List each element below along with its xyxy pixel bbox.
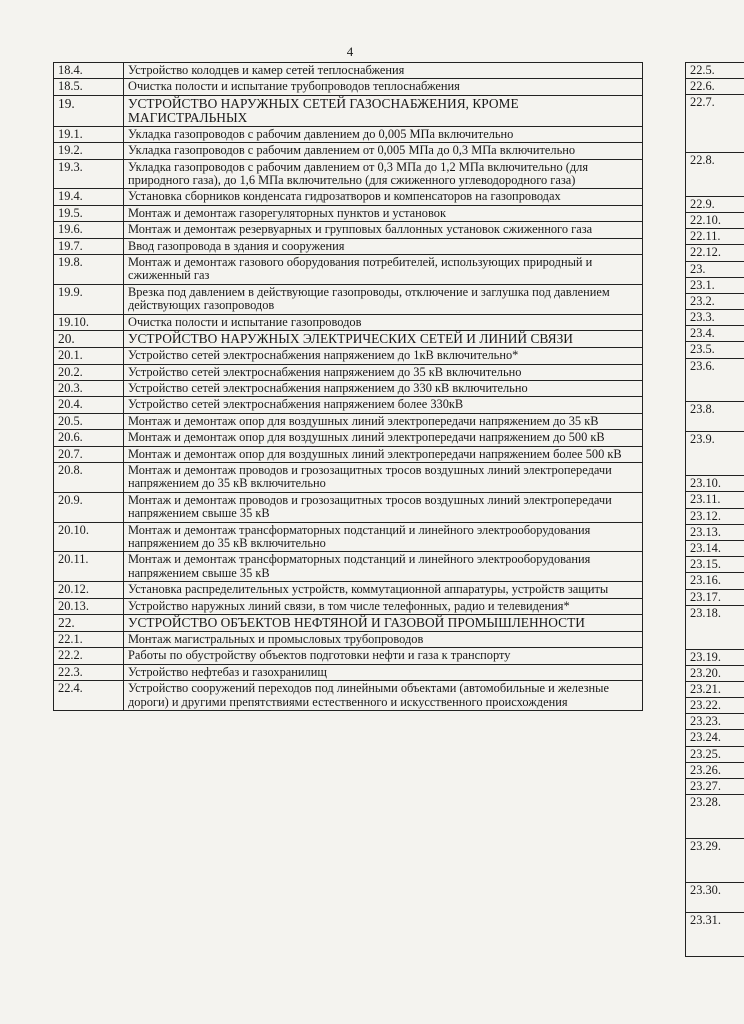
side-row-number: 23.31. — [686, 912, 744, 956]
table-row — [54, 492, 643, 522]
row-number: 19.9. — [54, 284, 124, 314]
work-description: Монтаж и демонтаж трансформаторных подстанций и линейного электрооборудования напряжением свыше 35 кВ — [124, 552, 643, 582]
work-description: Укладка газопроводов с рабочим давлением до 0,005 МПа включительно — [124, 126, 643, 142]
table-row — [54, 552, 643, 582]
work-description: Монтаж и демонтаж газорегуляторных пунктов и установок — [124, 205, 643, 221]
side-table-row — [686, 779, 744, 795]
side-row-number: 23.15. — [686, 557, 744, 573]
side-table-row — [686, 730, 744, 746]
side-table-row — [686, 524, 744, 540]
work-description: Устройство сетей электроснабжения напряжением до 1кВ включительно* — [124, 348, 643, 364]
table-row — [54, 143, 643, 159]
row-number: 20. — [54, 331, 124, 348]
side-row-number: 23.9. — [686, 432, 744, 476]
side-table-row — [686, 795, 744, 839]
side-row-number: 23.19. — [686, 649, 744, 665]
side-table-row — [686, 63, 744, 79]
side-table-row — [686, 681, 744, 697]
table-row — [54, 664, 643, 680]
work-description: Укладка газопроводов с рабочим давлением от 0,005 МПа до 0,3 МПа включительно — [124, 143, 643, 159]
side-row-number: 23.4. — [686, 326, 744, 342]
adjacent-page-table-body — [686, 63, 744, 957]
row-number: 19.7. — [54, 238, 124, 254]
work-description: Ввод газопровода в здания и сооружения — [124, 238, 643, 254]
row-number: 19.10. — [54, 314, 124, 330]
row-number: 22.4. — [54, 681, 124, 711]
side-row-number: 22.10. — [686, 212, 744, 228]
table-row — [54, 348, 643, 364]
work-description: Врезка под давлением в действующие газопроводы, отключение и заглушка под давлением действующих газопроводов — [124, 284, 643, 314]
side-row-number: 23.23. — [686, 714, 744, 730]
side-table-row — [686, 714, 744, 730]
work-description: Монтаж и демонтаж трансформаторных подстанций и линейного электрооборудования напряжением до 35 кВ включительно — [124, 522, 643, 552]
row-number: 19.6. — [54, 222, 124, 238]
side-table-row — [686, 342, 744, 358]
work-description: Устройство сетей электроснабжения напряжением более 330кВ — [124, 397, 643, 413]
side-row-number: 23.14. — [686, 540, 744, 556]
table-row — [54, 380, 643, 396]
work-description: Монтаж и демонтаж газового оборудования потребителей, использующих природный и сжиженный газ — [124, 255, 643, 285]
row-number: 22.3. — [54, 664, 124, 680]
side-table-row — [686, 326, 744, 342]
side-row-number: 23.30. — [686, 882, 744, 912]
side-table-row — [686, 432, 744, 476]
side-table-row — [686, 882, 744, 912]
row-number: 20.2. — [54, 364, 124, 380]
side-table-row — [686, 277, 744, 293]
side-row-number: 23.6. — [686, 358, 744, 402]
side-row-number: 22.6. — [686, 79, 744, 95]
table-row — [54, 222, 643, 238]
section-title: УСТРОЙСТВО ОБЪЕКТОВ НЕФТЯНОЙ И ГАЗОВОЙ ПРОМЫШЛЕННОСТИ — [124, 615, 643, 632]
side-row-number: 23.27. — [686, 779, 744, 795]
side-table-row — [686, 261, 744, 277]
row-number: 20.7. — [54, 446, 124, 462]
row-number: 20.3. — [54, 380, 124, 396]
work-description: Укладка газопроводов с рабочим давлением от 0,3 МПа до 1,2 МПа включительно (для природного газа), до 1,6 МПа включительно (для сжиженного углеводородного газа) — [124, 159, 643, 189]
side-table-row — [686, 589, 744, 605]
row-number: 19.5. — [54, 205, 124, 221]
page-number: 4 — [346, 44, 354, 59]
side-table-row — [686, 152, 744, 196]
side-table-row — [686, 573, 744, 589]
side-table-row — [686, 212, 744, 228]
row-number: 20.8. — [54, 462, 124, 492]
side-row-number: 22.9. — [686, 196, 744, 212]
table-row — [54, 314, 643, 330]
side-row-number: 23.22. — [686, 698, 744, 714]
side-row-number: 23.10. — [686, 476, 744, 492]
table-row — [54, 413, 643, 429]
side-table-row — [686, 229, 744, 245]
side-table-row — [686, 912, 744, 956]
row-number: 20.5. — [54, 413, 124, 429]
side-row-number: 23.18. — [686, 605, 744, 649]
side-table-row — [686, 79, 744, 95]
row-number: 19. — [54, 95, 124, 126]
work-description: Монтаж и демонтаж проводов и грозозащитных тросов воздушных линий электропередачи напряжением свыше 35 кВ — [124, 492, 643, 522]
works-table-body — [54, 63, 643, 711]
row-number: 20.9. — [54, 492, 124, 522]
side-row-number: 23.26. — [686, 762, 744, 778]
row-number: 22. — [54, 615, 124, 632]
table-row — [54, 238, 643, 254]
side-table-row — [686, 746, 744, 762]
table-row — [54, 79, 643, 95]
side-row-number: 23. — [686, 261, 744, 277]
side-row-number: 23.3. — [686, 310, 744, 326]
side-row-number: 23.20. — [686, 665, 744, 681]
table-row — [54, 446, 643, 462]
side-table-row — [686, 557, 744, 573]
side-row-number: 23.8. — [686, 402, 744, 432]
section-row — [54, 95, 643, 126]
work-description: Устройство нефтебаз и газохранилищ — [124, 664, 643, 680]
table-row — [54, 582, 643, 598]
side-row-number: 23.1. — [686, 277, 744, 293]
row-number: 19.1. — [54, 126, 124, 142]
side-row-number: 23.21. — [686, 681, 744, 697]
work-description: Монтаж и демонтаж опор для воздушных линий электропередачи напряжением более 500 кВ — [124, 446, 643, 462]
side-table-row — [686, 293, 744, 309]
work-description: Очистка полости и испытание трубопроводов теплоснабжения — [124, 79, 643, 95]
side-table-row — [686, 540, 744, 556]
side-row-number: 22.11. — [686, 229, 744, 245]
row-number: 20.6. — [54, 430, 124, 446]
side-table-row — [686, 605, 744, 649]
side-table-row — [686, 492, 744, 508]
side-table-row — [686, 649, 744, 665]
row-number: 22.2. — [54, 648, 124, 664]
side-row-number: 23.5. — [686, 342, 744, 358]
side-row-number: 22.5. — [686, 63, 744, 79]
table-row — [54, 255, 643, 285]
work-description: Устройство сооружений переходов под линейными объектами (автомобильные и железные дороги) и другими препятствиями естественного и искусственного происхождения — [124, 681, 643, 711]
side-table-row — [686, 196, 744, 212]
row-number: 18.4. — [54, 63, 124, 79]
section-row — [54, 331, 643, 348]
side-row-number: 23.13. — [686, 524, 744, 540]
side-row-number: 23.16. — [686, 573, 744, 589]
work-description: Установка распределительных устройств, коммутационной аппаратуры, устройств защиты — [124, 582, 643, 598]
side-table-row — [686, 762, 744, 778]
side-table-row — [686, 310, 744, 326]
adjacent-page-table — [685, 62, 744, 957]
table-row — [54, 522, 643, 552]
table-row — [54, 205, 643, 221]
side-table-row — [686, 508, 744, 524]
work-description: Монтаж и демонтаж опор для воздушных линий электропередачи напряжением до 500 кВ — [124, 430, 643, 446]
section-title: УСТРОЙСТВО НАРУЖНЫХ ЭЛЕКТРИЧЕСКИХ СЕТЕЙ И ЛИНИЙ СВЯЗИ — [124, 331, 643, 348]
side-table-row — [686, 665, 744, 681]
row-number: 19.2. — [54, 143, 124, 159]
work-description: Работы по обустройству объектов подготовки нефти и газа к транспорту — [124, 648, 643, 664]
table-row — [54, 648, 643, 664]
table-row — [54, 632, 643, 648]
row-number: 20.10. — [54, 522, 124, 552]
row-number: 20.12. — [54, 582, 124, 598]
side-row-number: 23.2. — [686, 293, 744, 309]
work-description: Устройство сетей электроснабжения напряжением до 35 кВ включительно — [124, 364, 643, 380]
row-number: 22.1. — [54, 632, 124, 648]
side-row-number: 22.8. — [686, 152, 744, 196]
work-description: Монтаж и демонтаж резервуарных и групповых баллонных установок сжиженного газа — [124, 222, 643, 238]
work-description: Устройство сетей электроснабжения напряжением до 330 кВ включительно — [124, 380, 643, 396]
works-table — [53, 62, 643, 711]
side-row-number: 23.29. — [686, 839, 744, 883]
side-table-row — [686, 358, 744, 402]
row-number: 19.8. — [54, 255, 124, 285]
row-number: 19.3. — [54, 159, 124, 189]
work-description: Устройство колодцев и камер сетей теплоснабжения — [124, 63, 643, 79]
work-description: Очистка полости и испытание газопроводов — [124, 314, 643, 330]
row-number: 18.5. — [54, 79, 124, 95]
work-description: Устройство наружных линий связи, в том числе телефонных, радио и телевидения* — [124, 598, 643, 614]
side-row-number: 22.12. — [686, 245, 744, 261]
row-number: 20.1. — [54, 348, 124, 364]
table-row — [54, 189, 643, 205]
section-title: УСТРОЙСТВО НАРУЖНЫХ СЕТЕЙ ГАЗОСНАБЖЕНИЯ, КРОМЕ МАГИСТРАЛЬНЫХ — [124, 95, 643, 126]
side-table-row — [686, 402, 744, 432]
side-row-number: 23.12. — [686, 508, 744, 524]
row-number: 19.4. — [54, 189, 124, 205]
table-row — [54, 681, 643, 711]
table-row — [54, 397, 643, 413]
section-row — [54, 615, 643, 632]
side-row-number: 22.7. — [686, 95, 744, 153]
table-row — [54, 430, 643, 446]
table-row — [54, 462, 643, 492]
side-table-row — [686, 245, 744, 261]
side-row-number: 23.28. — [686, 795, 744, 839]
row-number: 20.4. — [54, 397, 124, 413]
row-number: 20.11. — [54, 552, 124, 582]
work-description: Установка сборников конденсата гидрозатворов и компенсаторов на газопроводах — [124, 189, 643, 205]
side-table-row — [686, 698, 744, 714]
side-row-number: 23.17. — [686, 589, 744, 605]
side-row-number: 23.24. — [686, 730, 744, 746]
table-row — [54, 598, 643, 614]
table-row — [54, 63, 643, 79]
table-row — [54, 284, 643, 314]
side-table-row — [686, 839, 744, 883]
side-row-number: 23.11. — [686, 492, 744, 508]
work-description: Монтаж и демонтаж проводов и грозозащитных тросов воздушных линий электропередачи напряжением до 35 кВ включительно — [124, 462, 643, 492]
work-description: Монтаж магистральных и промысловых трубопроводов — [124, 632, 643, 648]
side-table-row — [686, 476, 744, 492]
row-number: 20.13. — [54, 598, 124, 614]
side-table-row — [686, 95, 744, 153]
side-row-number: 23.25. — [686, 746, 744, 762]
table-row — [54, 126, 643, 142]
table-row — [54, 159, 643, 189]
work-description: Монтаж и демонтаж опор для воздушных линий электропередачи напряжением до 35 кВ — [124, 413, 643, 429]
table-row — [54, 364, 643, 380]
